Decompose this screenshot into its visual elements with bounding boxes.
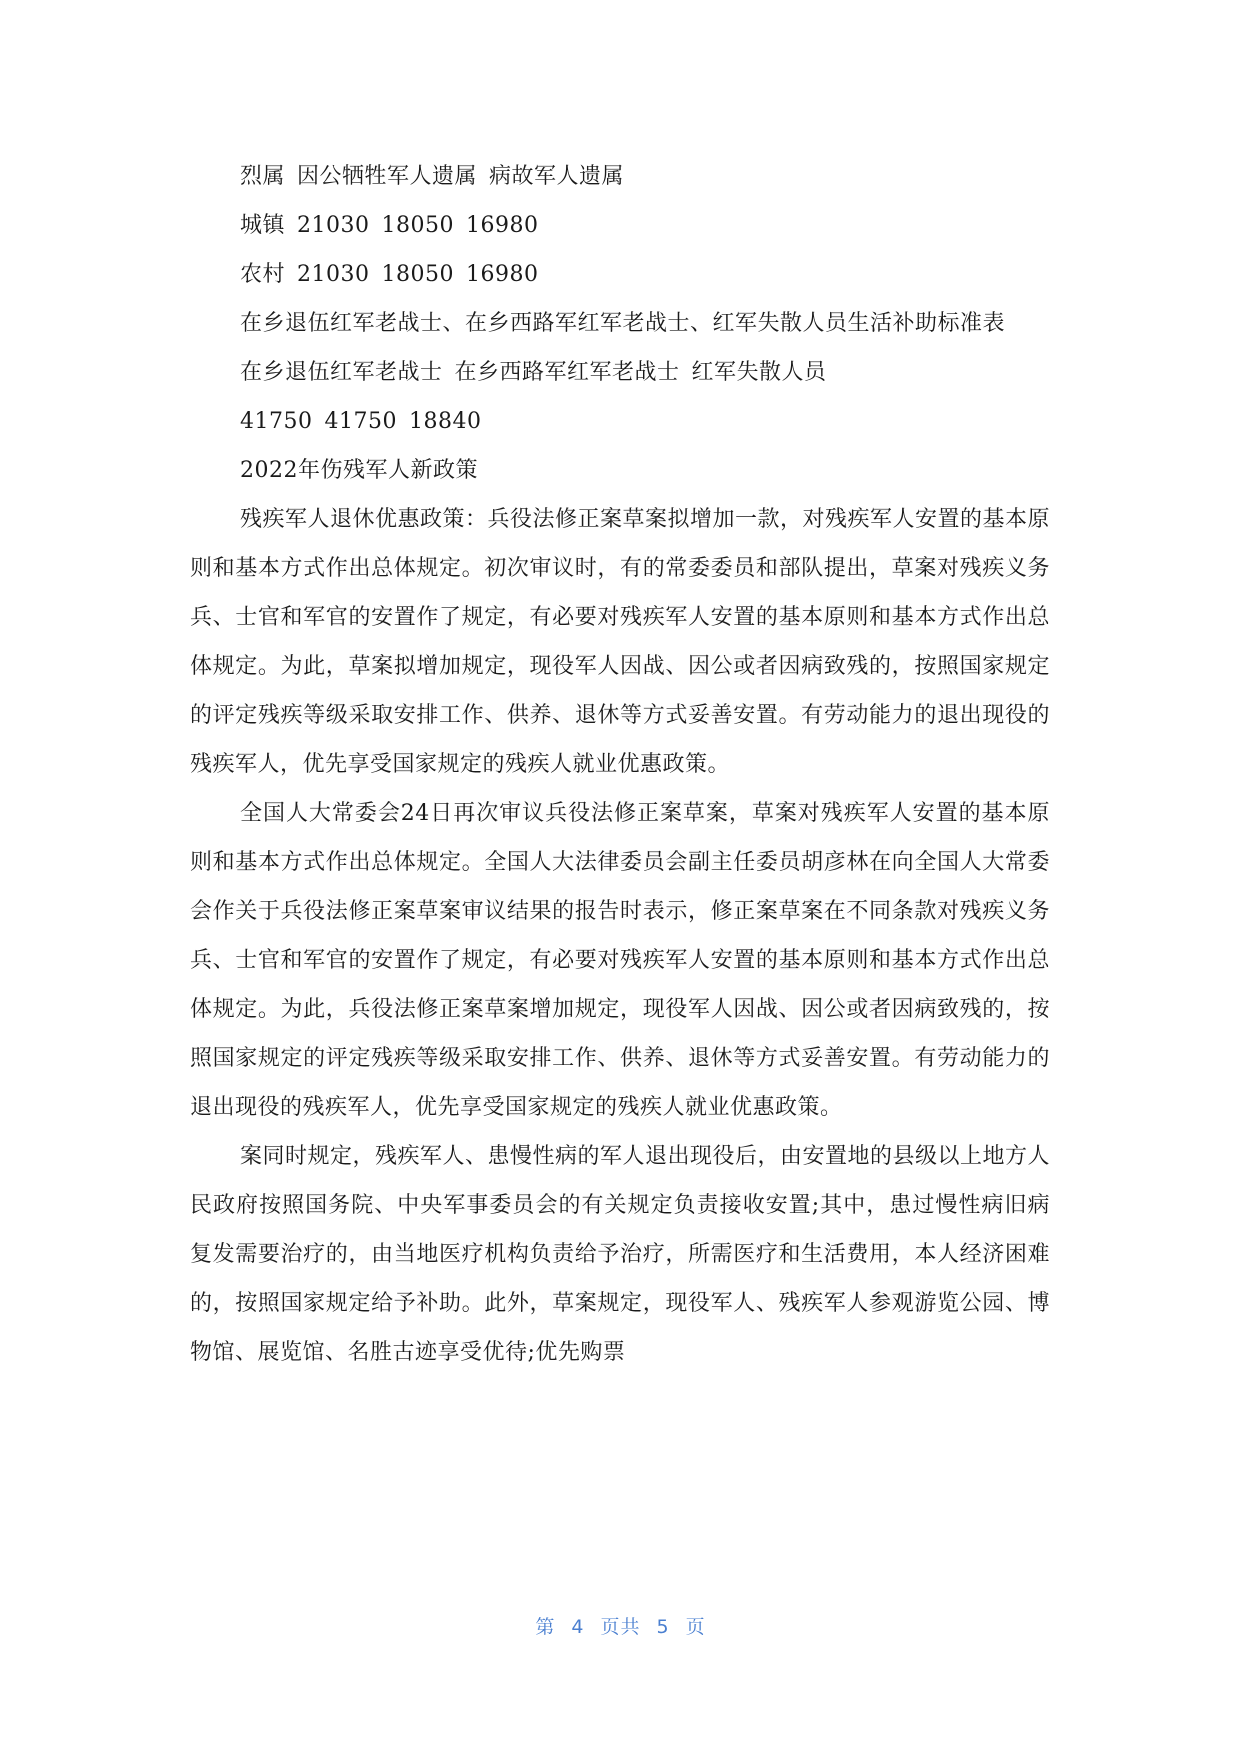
- footer-current-page: 4: [571, 1616, 585, 1638]
- paragraph-2: 全国人大常委会24日再次审议兵役法修正案草案，草案对残疾军人安置的基本原则和基本方式作出总体规定。全国人大法律委员会副主任委员胡彦林在向全国人大常委会作关于兵役法修正案草案审议结果的报告时表示，修正案草案在不同条款对残疾义务兵、士官和军官的安置作了规定，有必要对残疾军人安置的基本原则和基本方式作出总体规定。为此，兵役法修正案草案增加规定，现役军人因战、因公或者因病致残的，按照国家规定的评定残疾等级采取安排工作、供养、退休等方式妥善安置。有劳动能力的退出现役的残疾军人，优先享受国家规定的残疾人就业优惠政策。: [190, 801, 1050, 1120]
- table-cell: 18050: [381, 262, 455, 287]
- table-cell: 在乡西路军红军老战士: [454, 360, 680, 385]
- table2-values-row: [190, 397, 1050, 446]
- table-cell: 21030: [297, 262, 370, 287]
- footer-label-ye: 页: [685, 1616, 706, 1638]
- table1-header-row: [190, 152, 1050, 201]
- paragraph-3: 案同时规定，残疾军人、患慢性病的军人退出现役后，由安置地的县级以上地方人民政府按照国务院、中央军事委员会的有关规定负责接收安置;其中，患过慢性病旧病复发需要治疗的，由当地医疗机构负责给予治疗，所需医疗和生活费用，本人经济困难的，按照国家规定给予补助。此外，草案规定，现役军人、残疾军人参观游览公园、博物馆、展览馆、名胜古迹享受优待;优先购票: [190, 1144, 1051, 1365]
- footer-total-pages: 5: [656, 1616, 670, 1638]
- table-cell: 病故军人遗属: [489, 164, 625, 189]
- table-cell: 在乡退伍红军老战士: [240, 360, 443, 385]
- section-title: 2022年伤残军人新政策: [240, 458, 478, 483]
- table1-urban-row: [190, 201, 1050, 250]
- table-cell: 18050: [381, 213, 455, 238]
- table-cell: 16980: [466, 262, 539, 287]
- table-cell: 21030: [297, 213, 370, 238]
- table-cell: 41750: [240, 409, 313, 434]
- table-cell: 18840: [409, 409, 482, 434]
- table-cell: 16980: [466, 213, 539, 238]
- footer-label-di: 第: [535, 1616, 556, 1638]
- table-cell: 烈属: [240, 164, 286, 189]
- table-cell: 红军失散人员: [691, 360, 827, 385]
- table-cell: 农村: [240, 262, 286, 287]
- footer-label-ye-gong: 页共: [600, 1616, 641, 1638]
- table1-rural-row: [190, 250, 1050, 299]
- page-footer: [0, 1612, 1241, 1639]
- table2-title: 在乡退伍红军老战士、在乡西路军红军老战士、红军失散人员生活补助标准表: [240, 311, 1006, 336]
- paragraph-1: 残疾军人退休优惠政策：兵役法修正案草案拟增加一款，对残疾军人安置的基本原则和基本方式作出总体规定。初次审议时，有的常委委员和部队提出，草案对残疾义务兵、士官和军官的安置作了规定，有必要对残疾军人安置的基本原则和基本方式作出总体规定。为此，草案拟增加规定，现役军人因战、因公或者因病致残的，按照国家规定的评定残疾等级采取安排工作、供养、退休等方式妥善安置。有劳动能力的退出现役的残疾军人，优先享受国家规定的残疾人就业优惠政策。: [190, 507, 1051, 777]
- table-cell: 城镇: [240, 213, 286, 238]
- table2-header-row: [190, 348, 1050, 397]
- table-cell: 因公牺牲军人遗属: [297, 164, 478, 189]
- table-cell: 41750: [324, 409, 397, 434]
- document-body: [190, 152, 1050, 1377]
